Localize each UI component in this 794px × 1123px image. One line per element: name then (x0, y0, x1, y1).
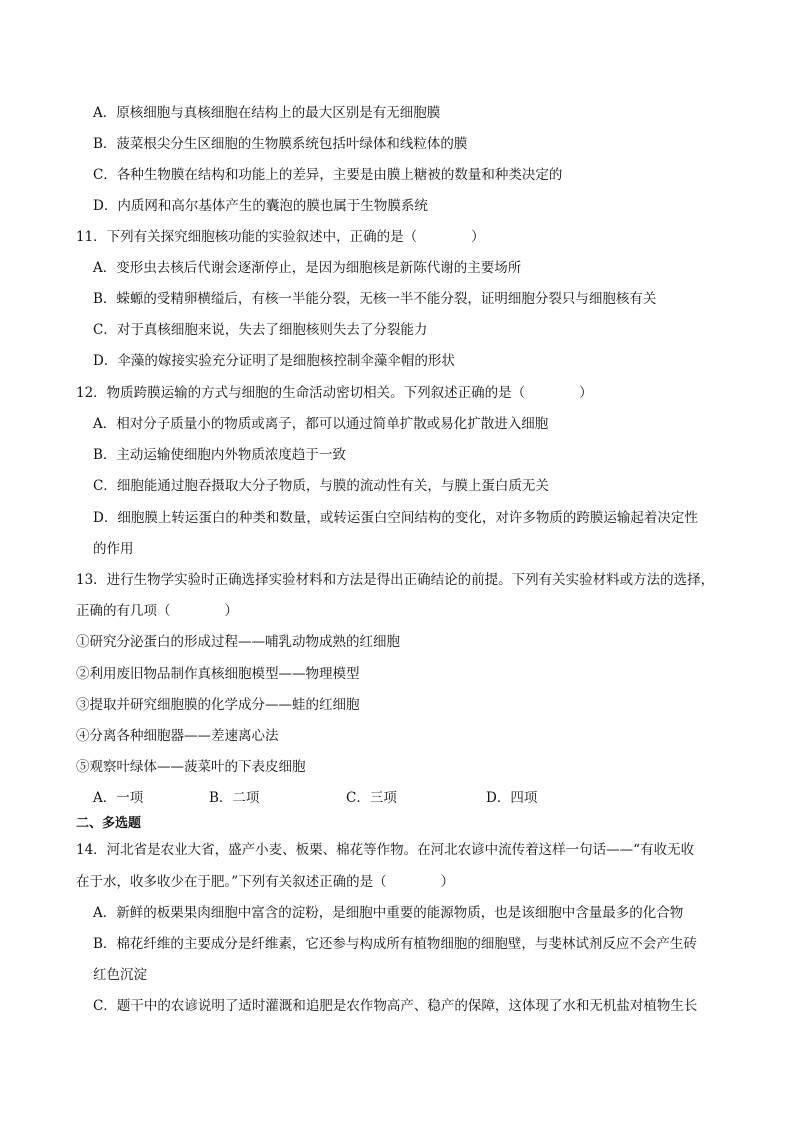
q13-item-5: ⑤观察叶绿体——菠菜叶的下表皮细胞 (76, 759, 306, 775)
q13-item-1: ①研究分泌蛋白的形成过程——哺乳动物成熟的红细胞 (76, 634, 400, 650)
q14-option-a: A．新鲜的板栗果肉细胞中富含的淀粉，是细胞中重要的能源物质，也是该细胞中含量最多的化合物 (93, 905, 684, 921)
q10-option-c: C．各种生物膜在结构和功能上的差异，主要是由膜上糖被的数量和种类决定的 (93, 167, 563, 183)
q12-option-d-continued: 的作用 (93, 541, 134, 557)
q10-option-d: D．内质网和高尔基体产生的囊泡的膜也属于生物膜系统 (93, 198, 428, 214)
q14-stem: 14．河北省是农业大省，盛产小麦、板栗、棉花等作物。在河北农谚中流传着这样一句话——“有收无收 (76, 842, 695, 858)
q11-option-b: B．蝾螈的受精卵横缢后，有核一半能分裂，无核一半不能分裂，证明细胞分裂只与细胞核有关 (93, 291, 657, 307)
q13-item-2: ②利用废旧物品制作真核细胞模型——物理模型 (76, 666, 360, 682)
q13-item-3: ③提取并研究细胞膜的化学成分——蛙的红细胞 (76, 697, 360, 713)
q13-option-d: D．四项 (486, 790, 538, 806)
q13-option-c: C．三项 (346, 790, 397, 806)
q12-option-a: A．相对分子质量小的物质或离子，都可以通过简单扩散或易化扩散进入细胞 (93, 416, 549, 432)
q12-stem: 12．物质跨膜运输的方式与细胞的生命活动密切相关。下列叙述正确的是（ ） (76, 385, 593, 401)
q14-option-b-continued: 红色沉淀 (93, 967, 147, 983)
q13-stem-continued: 正确的有几项（ ） (76, 603, 238, 619)
section-title-multiple-choice: 二、多选题 (76, 816, 142, 831)
q10-option-b: B．菠菜根尖分生区细胞的生物膜系统包括叶绿体和线粒体的膜 (93, 136, 468, 152)
q14-option-c: C．题干中的农谚说明了适时灌溉和追肥是农作物高产、稳产的保障，这体现了水和无机盐对植物生长 (93, 998, 698, 1014)
q12-option-d: D．细胞膜上转运蛋白的种类和数量，或转运蛋白空间结构的变化，对许多物质的跨膜运输起着决定性 (93, 510, 698, 526)
q13-item-4: ④分离各种细胞器——差速离心法 (76, 728, 279, 744)
q11-option-c: C．对于真核细胞来说，失去了细胞核则失去了分裂能力 (93, 322, 428, 338)
q12-option-b: B．主动运输使细胞内外物质浓度趋于一致 (93, 447, 346, 463)
q13-option-b: B．二项 (209, 790, 260, 806)
q11-option-a: A．变形虫去核后代谢会逐渐停止，是因为细胞核是新陈代谢的主要场所 (93, 260, 522, 276)
q12-option-c: C．细胞能通过胞吞摄取大分子物质，与膜的流动性有关，与膜上蛋白质无关 (93, 478, 549, 494)
q14-stem-continued: 在于水，收多收少在于肥。”下列有关叙述正确的是（ ） (76, 874, 455, 890)
q14-option-b: B．棉花纤维的主要成分是纤维素，它还参与构成所有植物细胞的细胞壁，与斐林试剂反应不会产生砖 (93, 936, 697, 952)
q13-option-a: A．一项 (93, 790, 144, 806)
q13-stem: 13．进行生物学实验时正确选择实验材料和方法是得出正确结论的前提。下列有关实验材料或方法的选择， (76, 572, 715, 588)
q11-stem: 11．下列有关探究细胞核功能的实验叙述中，正确的是（ ） (76, 229, 485, 245)
q11-option-d: D．伞藻的嫁接实验充分证明了是细胞核控制伞藻伞帽的形状 (93, 353, 455, 369)
q10-option-a: A．原核细胞与真核细胞在结构上的最大区别是有无细胞膜 (93, 105, 441, 121)
